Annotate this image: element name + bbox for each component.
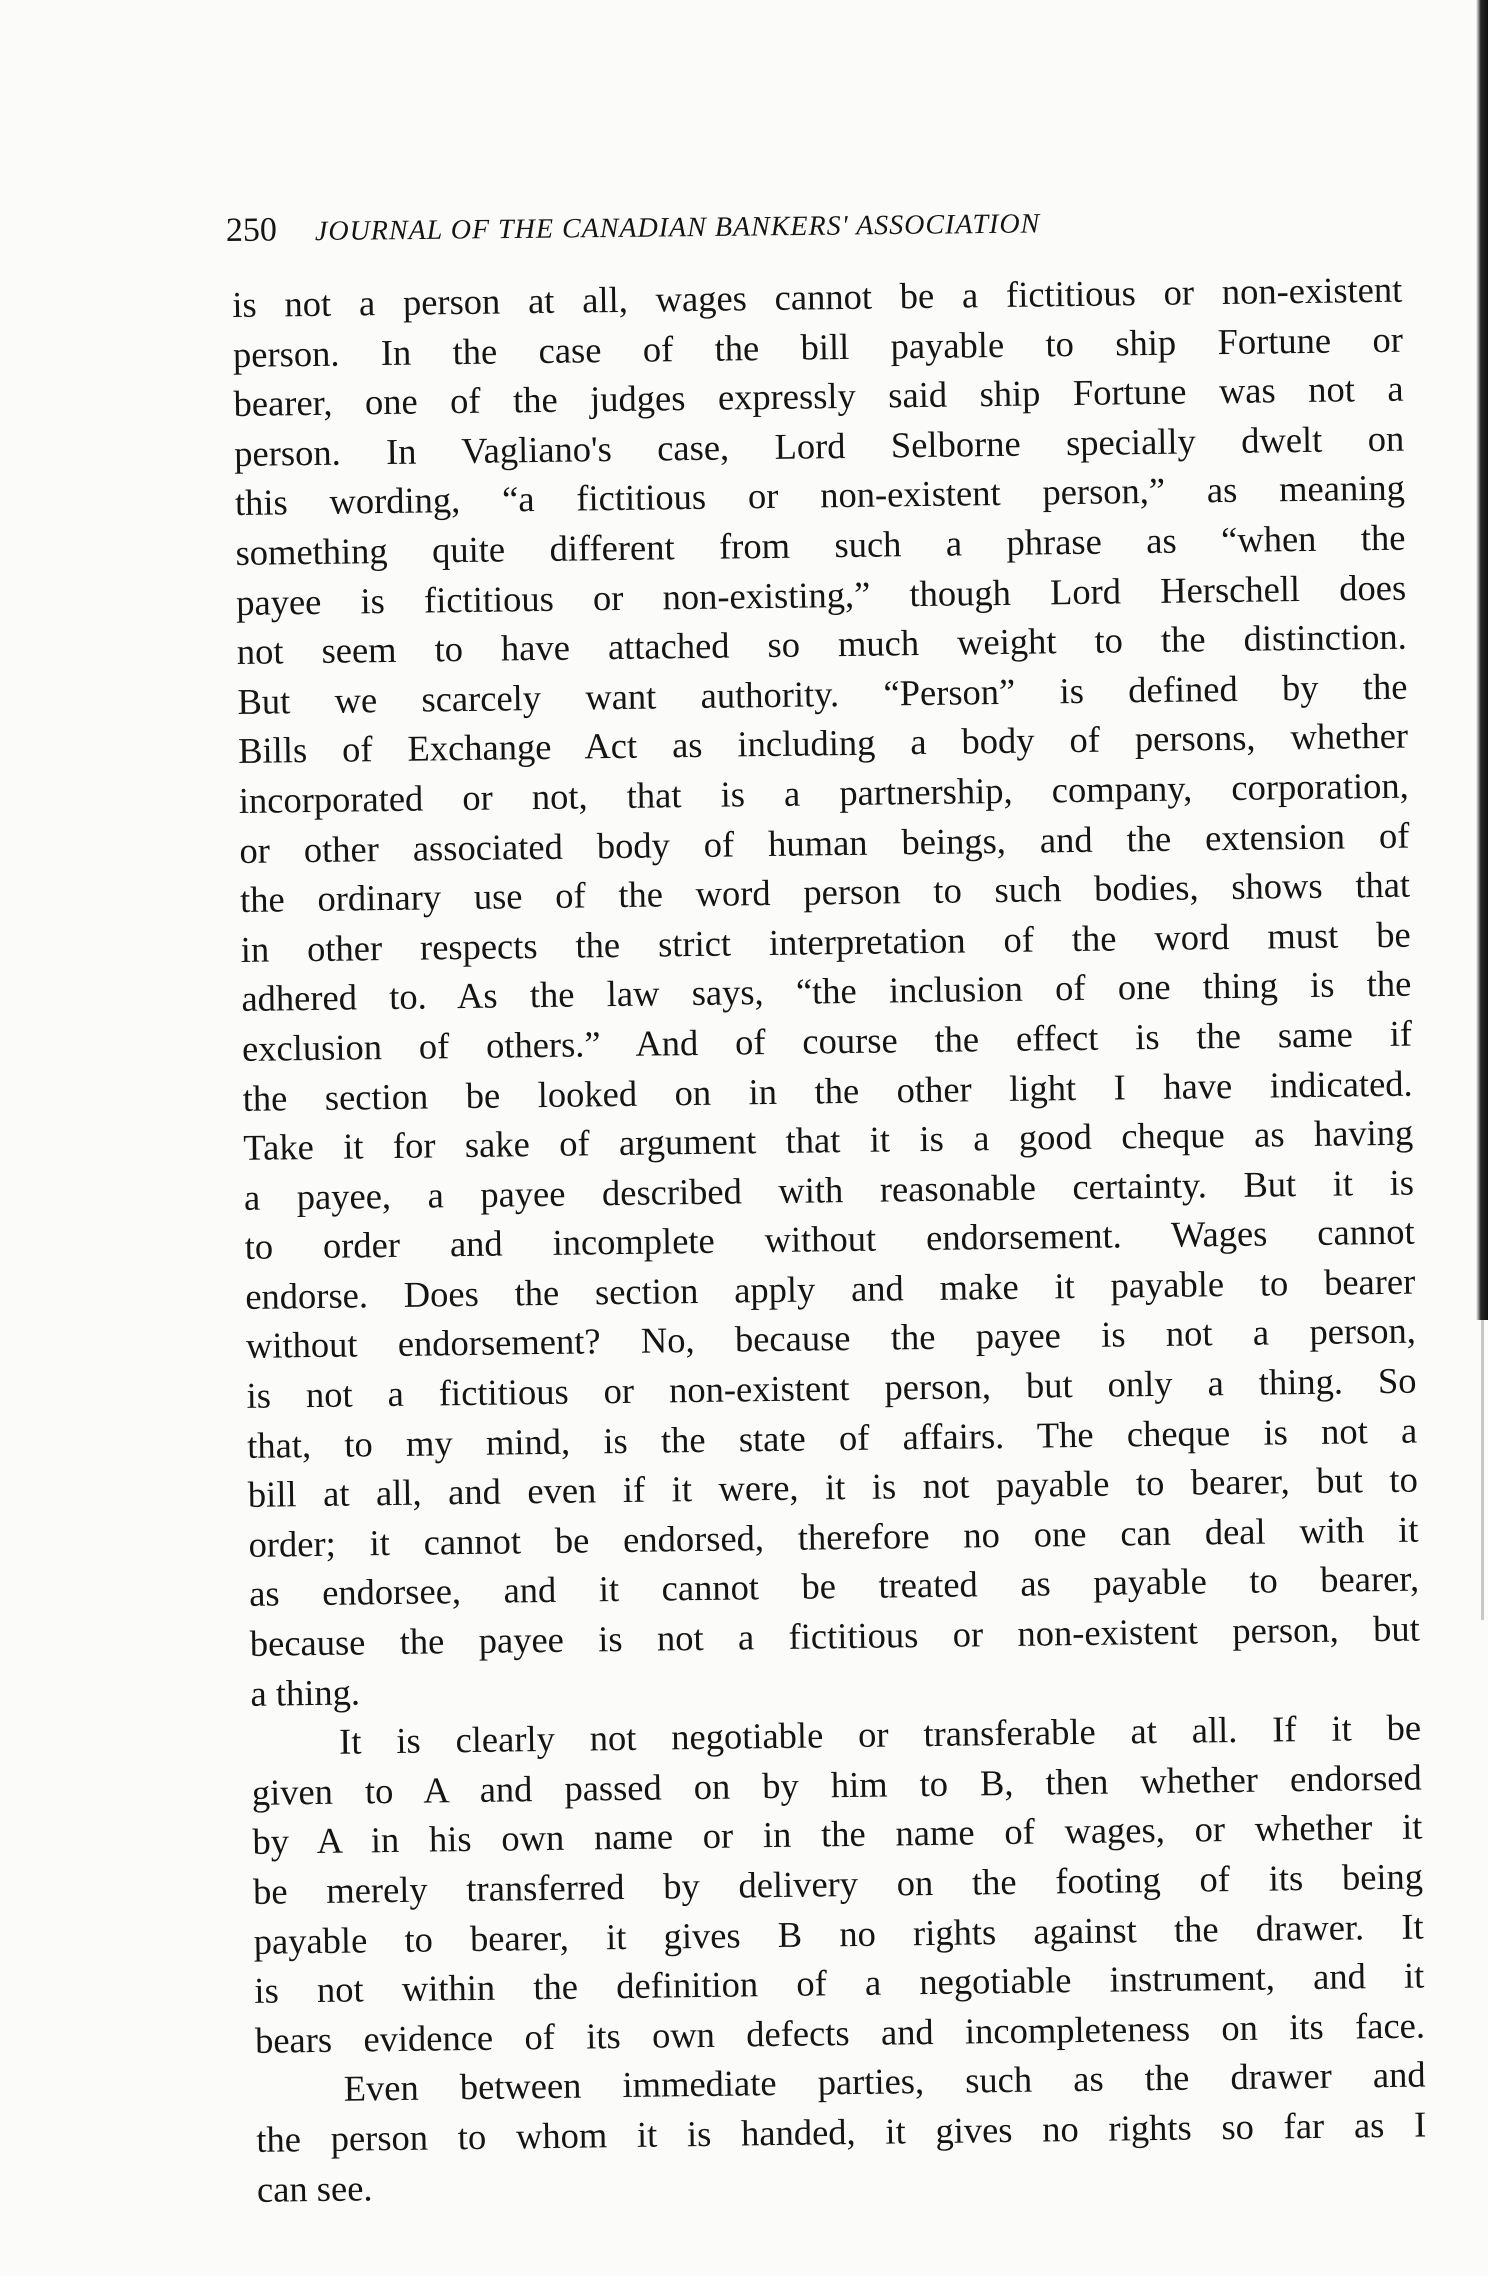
- page-edge-line: [1481, 1320, 1484, 1620]
- text-line: bears evidence of its own defects and incompleteness on its face.: [254, 2004, 1426, 2061]
- paragraph-end-line: can see.: [256, 2166, 373, 2210]
- text-line: Take it for sake of argument that it is a good cheque as having: [243, 1111, 1414, 1169]
- text-line: because the payee is not a fictitious or non-existent person, but: [249, 1607, 1421, 1664]
- page-spine-shadow: [1476, 0, 1488, 1320]
- text-line: is not within the definition of a negotiable instrument, and it: [254, 1954, 1425, 2012]
- text-line: payable to bearer, it gives B no rights against the drawer. It: [253, 1905, 1424, 1962]
- text-line: this wording, “a fictitious or non-existent person,” as meaning: [234, 467, 1406, 524]
- running-header: [226, 201, 1276, 260]
- text-line: Bills of Exchange Act as including a body of persons, whether: [237, 714, 1409, 772]
- text-line: a payee, a payee described with reasonable certainty. But it is: [243, 1161, 1415, 1218]
- paragraph-start-line: It is clearly not negotiable or transferable at all. If it be: [338, 1706, 1422, 1762]
- text-line: adhered to. As the law says, “the inclusion of one thing is the: [241, 962, 1412, 1020]
- text-line: given to A and passed on by him to B, then whether endorsed: [251, 1756, 1422, 1813]
- text-line: be merely transferred by delivery on the footing of its being: [252, 1855, 1424, 1912]
- text-line: endorse. Does the section apply and make it payable to bearer: [245, 1260, 1416, 1317]
- text-line: in other respects the strict interpretation of the word must be: [240, 913, 1411, 970]
- text-line: by A in his own name or in the name of wages, or whether it: [252, 1805, 1423, 1863]
- text-line: as endorsee, and it cannot be treated as payable to bearer,: [248, 1558, 1420, 1615]
- text-line: But we scarcely want authority. “Person” is defined by the: [237, 665, 1408, 722]
- body-text: [232, 265, 1427, 2214]
- text-line: that, to my mind, is the state of affairs. The cheque is not a: [246, 1409, 1418, 1466]
- text-line: not seem to have attached so much weight to the distinction.: [236, 615, 1408, 673]
- text-line: the section be looked on in the other light I have indicated.: [242, 1062, 1413, 1119]
- text-line: exclusion of others.” And of course the effect is the same if: [241, 1012, 1413, 1069]
- text-line: is not a person at all, wages cannot be a fictitious or non-existent: [232, 268, 1403, 325]
- running-title: JOURNAL OF THE CANADIAN BANKERS' ASSOCIATION: [314, 208, 1041, 248]
- text-line: bearer, one of the judges expressly said ship Fortune was not a: [233, 367, 1404, 425]
- text-line: the person to whom it is handed, it gives no rights so far as I: [256, 2103, 1427, 2160]
- text-line: person. In the case of the bill payable to ship Fortune or: [232, 318, 1404, 375]
- text-line: payee is fictitious or non-existing,” though Lord Herschell does: [235, 566, 1407, 623]
- page-number: 250: [225, 211, 278, 249]
- paragraph-start-line: Even between immediate parties, such as the drawer and: [343, 2053, 1426, 2110]
- text-line: something quite different from such a phrase as “when the: [235, 516, 1406, 573]
- text-line: is not a fictitious or non-existent person, but only a thing. So: [246, 1359, 1417, 1416]
- text-line: person. In Vagliano's case, Lord Selborne specially dwelt on: [233, 417, 1405, 474]
- text-line: bill at all, and even if it were, it is not payable to bearer, but to: [247, 1458, 1419, 1516]
- text-line: incorporated or not, that is a partnership, company, corporation,: [238, 764, 1409, 821]
- text-line: without endorsement? No, because the payee is not a person,: [245, 1310, 1417, 1367]
- text-line: the ordinary use of the word person to such bodies, shows that: [239, 863, 1411, 921]
- text-line: or other associated body of human beings, and the extension of: [239, 814, 1410, 871]
- text-line: to order and incomplete without endorsement. Wages cannot: [244, 1210, 1415, 1268]
- paragraph-end-line: a thing.: [250, 1671, 361, 1714]
- text-line: order; it cannot be endorsed, therefore no one can deal with it: [248, 1508, 1419, 1565]
